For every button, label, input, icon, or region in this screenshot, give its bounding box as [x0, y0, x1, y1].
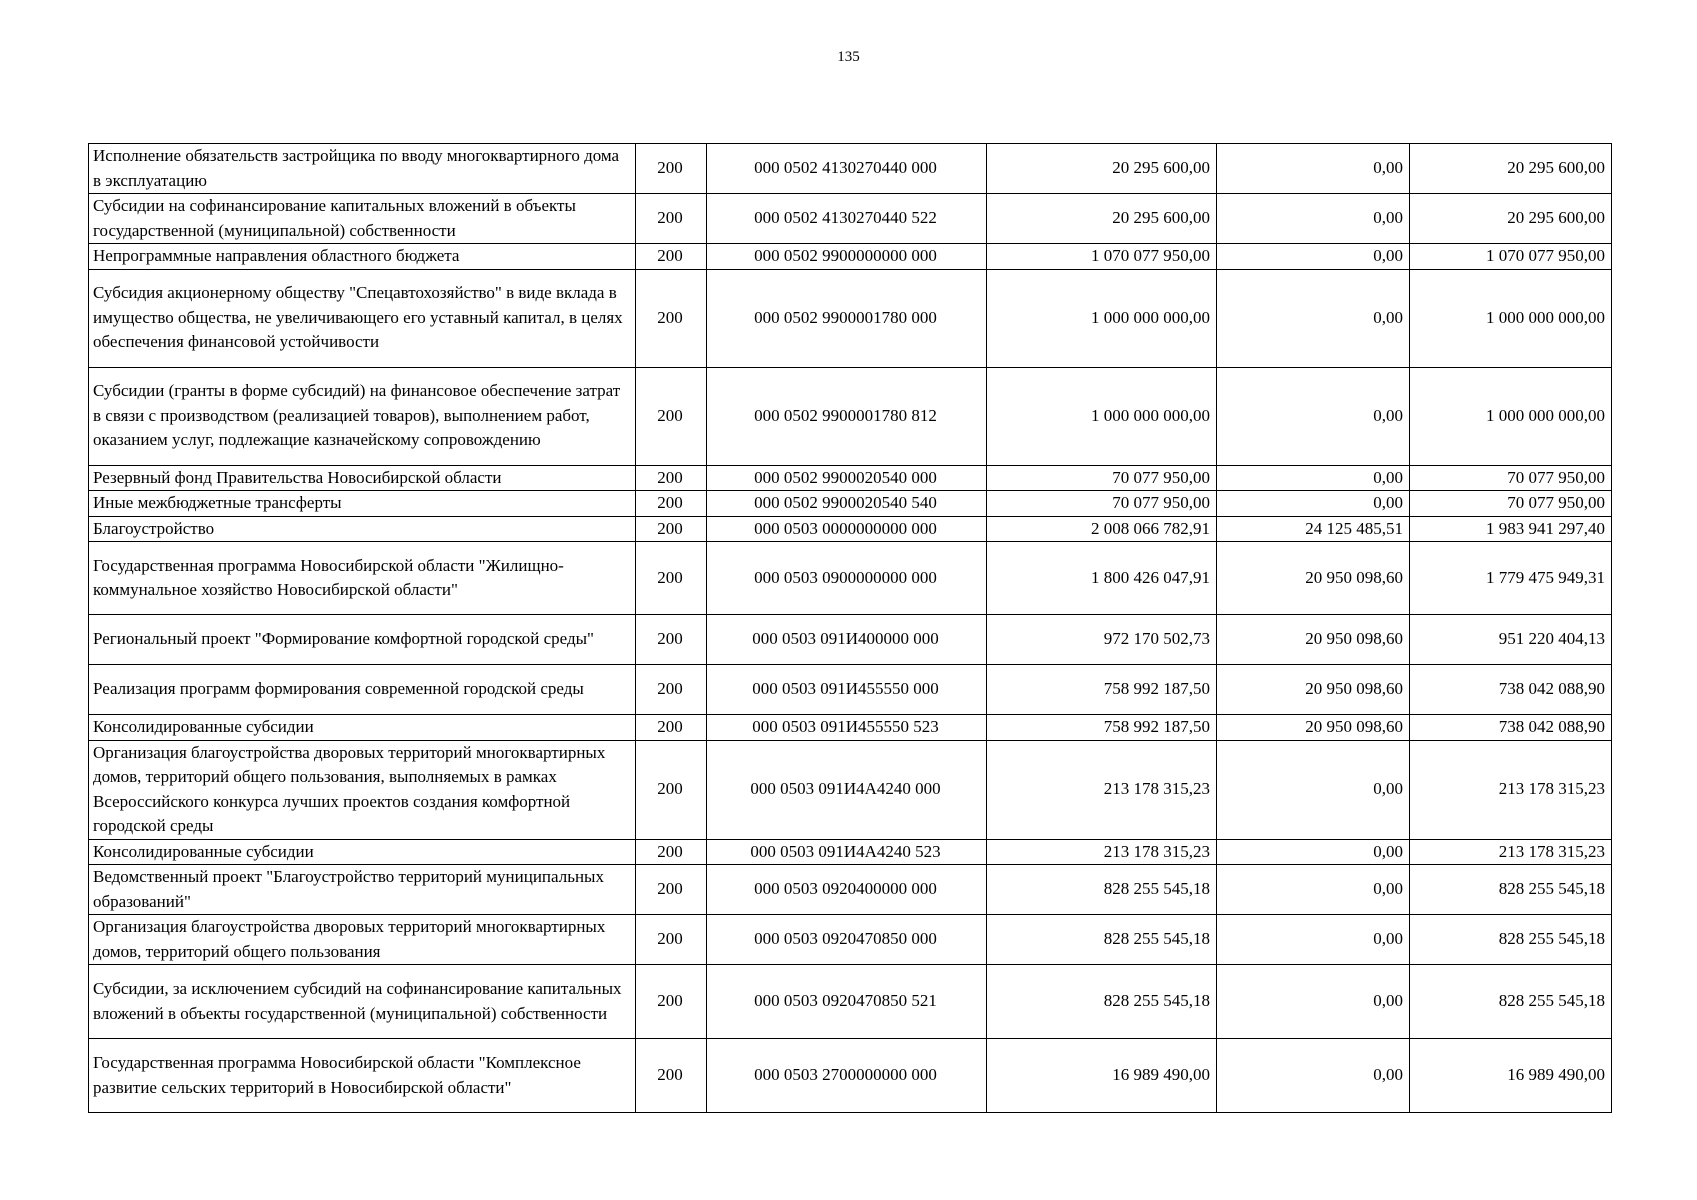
table-row: [89, 269, 1612, 367]
table-row: [89, 740, 1612, 839]
row-budget-code-cell: 000 0503 0920400000 000: [707, 865, 987, 915]
table-row: [89, 865, 1612, 915]
row-remaining-amount-cell: 213 178 315,23: [1410, 740, 1612, 839]
row-admin-code-cell: 200: [636, 269, 707, 367]
row-remaining-amount-cell: 213 178 315,23: [1410, 839, 1612, 865]
table-row: [89, 615, 1612, 665]
table-row: [89, 144, 1612, 194]
row-budget-code-cell: 000 0503 0900000000 000: [707, 542, 987, 615]
row-budget-code-cell: 000 0503 2700000000 000: [707, 1039, 987, 1113]
row-approved-amount-cell: 972 170 502,73: [987, 615, 1217, 665]
page-number: 135: [837, 49, 860, 65]
row-admin-code-cell: 200: [636, 839, 707, 865]
row-executed-amount-cell: 20 950 098,60: [1217, 715, 1410, 741]
row-admin-code-cell: 200: [636, 194, 707, 244]
table-row: [89, 665, 1612, 715]
row-name-cell: Субсидии (гранты в форме субсидий) на финансовое обеспечение затрат в связи с производством (реализацией товаров), выполнением работ, оказанием услуг, подлежащие казначейскому сопровождению: [89, 367, 636, 465]
row-admin-code-cell: 200: [636, 367, 707, 465]
row-approved-amount-cell: 20 295 600,00: [987, 194, 1217, 244]
row-executed-amount-cell: 0,00: [1217, 491, 1410, 517]
row-budget-code-cell: 000 0502 4130270440 000: [707, 144, 987, 194]
row-budget-code-cell: 000 0503 091И455550 000: [707, 665, 987, 715]
row-remaining-amount-cell: 828 255 545,18: [1410, 965, 1612, 1039]
row-executed-amount-cell: 0,00: [1217, 740, 1410, 839]
row-approved-amount-cell: 828 255 545,18: [987, 965, 1217, 1039]
table-row: [89, 542, 1612, 615]
row-admin-code-cell: 200: [636, 615, 707, 665]
row-approved-amount-cell: 20 295 600,00: [987, 144, 1217, 194]
row-remaining-amount-cell: 738 042 088,90: [1410, 665, 1612, 715]
row-admin-code-cell: 200: [636, 491, 707, 517]
row-remaining-amount-cell: 1 000 000 000,00: [1410, 269, 1612, 367]
row-remaining-amount-cell: 20 295 600,00: [1410, 144, 1612, 194]
table-row: [89, 1039, 1612, 1113]
row-approved-amount-cell: 758 992 187,50: [987, 665, 1217, 715]
row-approved-amount-cell: 1 070 077 950,00: [987, 244, 1217, 270]
row-executed-amount-cell: 24 125 485,51: [1217, 516, 1410, 542]
row-admin-code-cell: 200: [636, 1039, 707, 1113]
row-approved-amount-cell: 1 000 000 000,00: [987, 367, 1217, 465]
row-budget-code-cell: 000 0502 9900001780 812: [707, 367, 987, 465]
row-budget-code-cell: 000 0502 4130270440 522: [707, 194, 987, 244]
row-remaining-amount-cell: 1 000 000 000,00: [1410, 367, 1612, 465]
row-budget-code-cell: 000 0502 9900020540 000: [707, 465, 987, 491]
row-executed-amount-cell: 0,00: [1217, 915, 1410, 965]
row-name-cell: Резервный фонд Правительства Новосибирской области: [89, 465, 636, 491]
table-row: [89, 715, 1612, 741]
table-row: [89, 491, 1612, 517]
row-name-cell: Субсидии, за исключением субсидий на софинансирование капитальных вложений в объекты государственной (муниципальной) собственности: [89, 965, 636, 1039]
table-row: [89, 194, 1612, 244]
row-executed-amount-cell: 20 950 098,60: [1217, 542, 1410, 615]
row-name-cell: Организация благоустройства дворовых территорий многоквартирных домов, территорий общего пользования: [89, 915, 636, 965]
row-approved-amount-cell: 1 000 000 000,00: [987, 269, 1217, 367]
row-executed-amount-cell: 0,00: [1217, 1039, 1410, 1113]
row-remaining-amount-cell: 828 255 545,18: [1410, 915, 1612, 965]
row-approved-amount-cell: 213 178 315,23: [987, 740, 1217, 839]
row-remaining-amount-cell: 828 255 545,18: [1410, 865, 1612, 915]
table-row: [89, 965, 1612, 1039]
row-name-cell: Государственная программа Новосибирской области "Жилищно-коммунальное хозяйство Новосибирской области": [89, 542, 636, 615]
budget-table: [88, 143, 1612, 1113]
row-budget-code-cell: 000 0503 091И4А4240 523: [707, 839, 987, 865]
row-approved-amount-cell: 1 800 426 047,91: [987, 542, 1217, 615]
row-approved-amount-cell: 70 077 950,00: [987, 491, 1217, 517]
row-name-cell: Государственная программа Новосибирской области "Комплексное развитие сельских территорий в Новосибирской области": [89, 1039, 636, 1113]
row-name-cell: Реализация программ формирования современной городской среды: [89, 665, 636, 715]
row-remaining-amount-cell: 951 220 404,13: [1410, 615, 1612, 665]
row-remaining-amount-cell: 738 042 088,90: [1410, 715, 1612, 741]
row-name-cell: Благоустройство: [89, 516, 636, 542]
row-budget-code-cell: 000 0503 0920470850 521: [707, 965, 987, 1039]
row-name-cell: Исполнение обязательств застройщика по вводу многоквартирного дома в эксплуатацию: [89, 144, 636, 194]
row-approved-amount-cell: 828 255 545,18: [987, 865, 1217, 915]
row-remaining-amount-cell: 1 779 475 949,31: [1410, 542, 1612, 615]
row-budget-code-cell: 000 0502 9900001780 000: [707, 269, 987, 367]
row-executed-amount-cell: 0,00: [1217, 367, 1410, 465]
row-approved-amount-cell: 758 992 187,50: [987, 715, 1217, 741]
row-executed-amount-cell: 0,00: [1217, 965, 1410, 1039]
table-row: [89, 367, 1612, 465]
row-executed-amount-cell: 0,00: [1217, 839, 1410, 865]
row-executed-amount-cell: 0,00: [1217, 244, 1410, 270]
row-admin-code-cell: 200: [636, 965, 707, 1039]
row-approved-amount-cell: 2 008 066 782,91: [987, 516, 1217, 542]
table-row: [89, 915, 1612, 965]
row-budget-code-cell: 000 0502 9900000000 000: [707, 244, 987, 270]
row-name-cell: Субсидия акционерному обществу "Спецавтохозяйство" в виде вклада в имущество общества, не увеличивающего его уставный капитал, в целях обеспечения финансовой устойчивости: [89, 269, 636, 367]
row-name-cell: Консолидированные субсидии: [89, 839, 636, 865]
row-name-cell: Организация благоустройства дворовых территорий многоквартирных домов, территорий общего пользования, выполняемых в рамках Всероссийского конкурса лучших проектов создания комфортной городской среды: [89, 740, 636, 839]
row-remaining-amount-cell: 1 983 941 297,40: [1410, 516, 1612, 542]
budget-table-body: [89, 144, 1612, 1113]
row-budget-code-cell: 000 0503 091И455550 523: [707, 715, 987, 741]
row-executed-amount-cell: 20 950 098,60: [1217, 615, 1410, 665]
row-remaining-amount-cell: 16 989 490,00: [1410, 1039, 1612, 1113]
row-executed-amount-cell: 0,00: [1217, 269, 1410, 367]
row-name-cell: Субсидии на софинансирование капитальных вложений в объекты государственной (муниципальной) собственности: [89, 194, 636, 244]
row-name-cell: Непрограммные направления областного бюджета: [89, 244, 636, 270]
table-row: [89, 516, 1612, 542]
row-admin-code-cell: 200: [636, 865, 707, 915]
row-approved-amount-cell: 213 178 315,23: [987, 839, 1217, 865]
table-row: [89, 839, 1612, 865]
row-budget-code-cell: 000 0503 091И4А4240 000: [707, 740, 987, 839]
row-approved-amount-cell: 70 077 950,00: [987, 465, 1217, 491]
row-admin-code-cell: 200: [636, 144, 707, 194]
row-budget-code-cell: 000 0503 0920470850 000: [707, 915, 987, 965]
row-executed-amount-cell: 0,00: [1217, 465, 1410, 491]
row-budget-code-cell: 000 0503 0000000000 000: [707, 516, 987, 542]
row-admin-code-cell: 200: [636, 465, 707, 491]
row-name-cell: Региональный проект "Формирование комфортной городской среды": [89, 615, 636, 665]
row-name-cell: Консолидированные субсидии: [89, 715, 636, 741]
row-executed-amount-cell: 0,00: [1217, 865, 1410, 915]
row-remaining-amount-cell: 70 077 950,00: [1410, 491, 1612, 517]
row-budget-code-cell: 000 0502 9900020540 540: [707, 491, 987, 517]
row-name-cell: Иные межбюджетные трансферты: [89, 491, 636, 517]
row-executed-amount-cell: 0,00: [1217, 194, 1410, 244]
row-admin-code-cell: 200: [636, 665, 707, 715]
row-admin-code-cell: 200: [636, 715, 707, 741]
row-remaining-amount-cell: 20 295 600,00: [1410, 194, 1612, 244]
row-admin-code-cell: 200: [636, 915, 707, 965]
table-row: [89, 244, 1612, 270]
row-approved-amount-cell: 16 989 490,00: [987, 1039, 1217, 1113]
table-row: [89, 465, 1612, 491]
row-approved-amount-cell: 828 255 545,18: [987, 915, 1217, 965]
row-admin-code-cell: 200: [636, 244, 707, 270]
row-remaining-amount-cell: 1 070 077 950,00: [1410, 244, 1612, 270]
row-admin-code-cell: 200: [636, 740, 707, 839]
row-name-cell: Ведомственный проект "Благоустройство территорий муниципальных образований": [89, 865, 636, 915]
row-executed-amount-cell: 20 950 098,60: [1217, 665, 1410, 715]
row-budget-code-cell: 000 0503 091И400000 000: [707, 615, 987, 665]
row-admin-code-cell: 200: [636, 542, 707, 615]
row-remaining-amount-cell: 70 077 950,00: [1410, 465, 1612, 491]
row-executed-amount-cell: 0,00: [1217, 144, 1410, 194]
row-admin-code-cell: 200: [636, 516, 707, 542]
